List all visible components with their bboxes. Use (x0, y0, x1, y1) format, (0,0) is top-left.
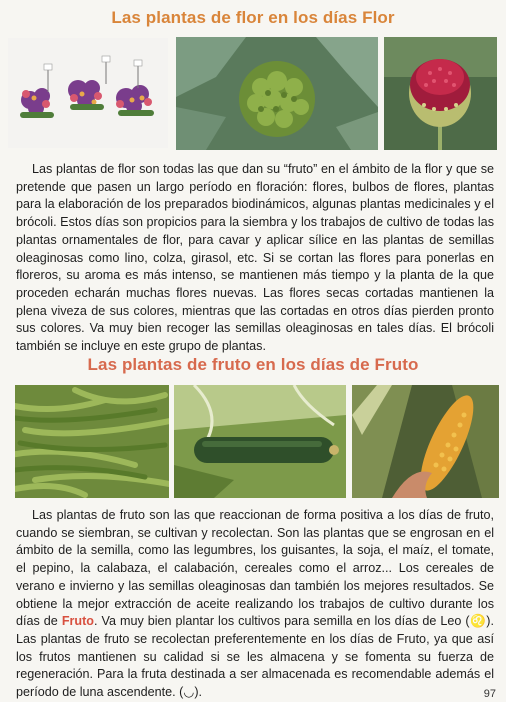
paragraph-text-part2: . Va muy bien plantar los cultivos para semilla en los días de Leo (♌). Las plantas de fruto se recolectan preferentemente en los días de Fruto, ya que así los frutos mantienen su calidad si se les almacena y se fomenta su fuerza de regeneración. Para la fruta destinada a ser almacenada es recomendable además el período de luna ascendente. (◡). (16, 614, 494, 700)
allium-flower-photo (384, 37, 497, 150)
paragraph-text-part1: Las plantas de fruto son las que reaccionan de forma positiva a los días de fruto, cuando se siembran, se cultivan y recolectan. Son las plantas que se engrosan en el ámbito de la semilla, como las legumbres, los guisantes, la soja, el maíz, el tomate, el pepino, la calabaza, el calabación, cereales como el arroz... Los cereales de verano e invierno y las semillas oleaginosas dan también los mejores resultados. Se obtiene la mejor extracción de aceite realizando los trabajos de cultivo durante los días de (16, 508, 494, 629)
broccoli-photo (176, 37, 378, 150)
green-beans-photo (15, 385, 169, 498)
zucchini-photo (174, 385, 346, 498)
dried-flowers-photo (8, 38, 168, 148)
section-title-fruto: Las plantas de fruto en los días de Fruto (87, 355, 419, 374)
highlight-fruto: Fruto (61, 614, 94, 629)
page-number: 97 (483, 688, 496, 700)
section-flor-paragraph: Las plantas de flor son todas las que dan su “fruto” en el ámbito de la flor y que se pretende que pasen un largo período en floración: flores, bulbos de flores, plantas para la elaboración de los preparados biodinámicos, algunas plantas medicinales y el brócoli. Estos días son propicios para la siembra y los trabajos de cultivo de todas las plantas ornamentales de flor, para cavar y aplicar sílice en las plantas de semillas oleaginosas como lino, colza, girasol, etc. Si se cortan las flores para ponerlas en floreros, su aroma es más intenso, se mantienen más tiempo y la planta de la que proceden echarán muchas flores nuevas. Las flores secas cortadas mantienen la plena viveza de sus colores, mientras que las cortadas en otros días pierden pronto sus colores. Va muy bien recoger las semillas oleaginosas en tales días. El brócoli también se incluye en este grupo de plantas. (16, 162, 494, 354)
corn-photo (352, 385, 499, 498)
section-fruto-paragraph (16, 507, 494, 702)
section-title-flor: Las plantas de flor en los días Flor (111, 8, 395, 27)
